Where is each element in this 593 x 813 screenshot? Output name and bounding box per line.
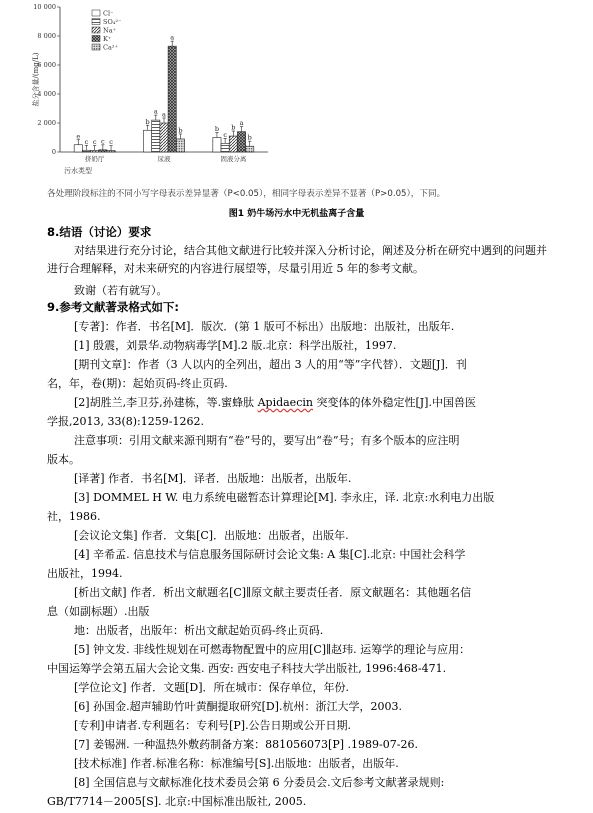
bar xyxy=(160,123,168,152)
reference-2-pre: [2]胡胜兰,李卫芬,孙建栋，等.蜜蜂肽 xyxy=(74,396,258,409)
acknowledgement-line: 致谢（若有就写）。 xyxy=(74,284,168,297)
ref-format-thesis: [学位论文] 作者．文题[D]．所在城市：保存单位，年份. xyxy=(74,681,349,694)
legend-label: Ca²⁺ xyxy=(103,43,118,52)
ref-format-monograph: [专著]：作者．书名[M]．版次．(第 1 版可不标出）出版地：出版社，出版年. xyxy=(74,320,455,333)
bar xyxy=(213,138,221,153)
bar xyxy=(99,150,107,152)
ref-format-proceedings: [会议论文集] 作者．文集[C]．出版地：出版者，出版年. xyxy=(74,529,349,542)
ref-format-patent: [专利]申请者.专利题名：专利号[P].公告日期或公开日期. xyxy=(74,719,352,732)
bar-significance-label: a xyxy=(162,110,166,119)
spellcheck-word: Apidaecin xyxy=(257,396,313,409)
ref-format-extracted: [析出文献] 作者．析出文献题名[C]∥原文献主要责任者．原文献题名：其他题名信 xyxy=(74,586,472,599)
bar-significance-label: b xyxy=(231,123,236,132)
bar-significance-label: a xyxy=(153,107,158,116)
x-axis-title: 污水类型 xyxy=(64,167,92,175)
x-tick-label: 挤奶厅 xyxy=(84,155,105,163)
legend-swatch xyxy=(92,10,100,16)
bar xyxy=(229,136,237,152)
y-axis-title: 盐分含量/(mg/L) xyxy=(32,52,40,107)
reference-2-post: 突变体的体外稳定性[J].中国兽医 xyxy=(312,396,476,409)
section-8-paragraph: 对结果进行充分讨论，结合其他文献进行比较并深入分析讨论，阐述及分析在研究中遇到的问题并进行合理解释，对未来研究的内容进行展望等，尽量引用近 5 年的参考文献。 xyxy=(47,244,547,275)
reference-5: [5] 钟文发. 非线性规划在可燃毒物配置中的应用[C]∥赵玮. 运筹学的理论与应用： xyxy=(74,643,471,656)
reference-6: [6] 孙国金.超声辅助竹叶黄酮提取研究[D].杭州：浙江大学，2003. xyxy=(74,700,402,713)
bar-significance-label: e xyxy=(76,132,81,141)
reference-5-cont: 中国运筹学会第五届大会论文集. 西安: 西安电子科技大学出版社, 1996:468-471. xyxy=(47,662,447,675)
reference-7: [7] 姜锡洲. 一种温热外敷药制备方案：881056073[P] .1989-07-26. xyxy=(74,738,418,751)
bar-significance-label: b xyxy=(145,117,150,126)
reference-2-cont: 学报,2013, 33(8):1259-1262. xyxy=(47,415,204,428)
legend-label: SO₄²⁻ xyxy=(103,18,122,26)
reference-3: [3] DOMMEL H W. 电力系统电磁暂态计算理论[M]. 李永庄，译. 北京:水利电力出版 xyxy=(74,491,495,504)
y-tick-label: 10 000 xyxy=(33,3,56,12)
reference-4-cont: 出版社，1994. xyxy=(47,567,123,580)
legend-label: K⁺ xyxy=(103,35,112,43)
bar xyxy=(107,151,115,152)
bar xyxy=(144,130,152,152)
bar-chart xyxy=(28,0,278,182)
ref-format-standard: [技术标准] 作者.标准名称：标准编号[S].出版地：出版者，出版年. xyxy=(74,757,399,770)
reference-8: [8] 全国信息与文献标准化技术委员会第 6 分委员会.文后参考文献著录规则: xyxy=(74,776,445,789)
bar-significance-label: b xyxy=(178,126,183,135)
bar-significance-label: b xyxy=(214,125,220,133)
attention-note-cont: 版本。 xyxy=(47,453,80,466)
section-8-heading: 8.结语（讨论）要求 xyxy=(47,225,152,239)
x-tick-label: 尿液 xyxy=(157,155,171,163)
x-tick-label: 固液分离 xyxy=(220,155,247,163)
figure-caption: 图1 奶牛场污水中无机盐离子含量 xyxy=(228,209,365,219)
bar-significance-label: c xyxy=(109,138,113,147)
bar-significance-label: c xyxy=(101,137,105,146)
legend-swatch xyxy=(92,36,100,42)
reference-8-cont: GB/T7714－2005[S]. 北京:中国标准出版社, 2005. xyxy=(47,795,307,808)
bar xyxy=(91,151,99,152)
chart-svg xyxy=(28,0,278,182)
ref-format-journal: [期刊文章]：作者（3 人以内的全列出，超出 3 人的用“等”字代替）．文题[J]．刊 xyxy=(74,358,467,371)
bar xyxy=(176,139,184,152)
reference-4: [4] 辛希孟. 信息技术与信息服务国际研讨会论文集: A 集[C].北京: 中国社会科学 xyxy=(74,548,466,561)
figure-note: 各处理阶段标注的不同小写字母表示差异显著（P<0.05），相同字母表示差异不显著（P>0.05），下同。 xyxy=(47,189,446,199)
y-tick-label: 2 000 xyxy=(37,119,56,128)
attention-note: 注意事项：引用文献来源刊期有“卷”号的，要写出“卷”号；有多个版本的应注明 xyxy=(74,434,460,447)
bar xyxy=(152,120,160,152)
bar-significance-label: a xyxy=(170,33,175,42)
legend-label: Cl⁻ xyxy=(103,9,114,18)
y-tick-label: 8 000 xyxy=(37,32,56,41)
section-9-heading: 9.参考文献著录格式如下: xyxy=(47,300,179,314)
bar xyxy=(82,150,90,152)
reference-3-cont: 社，1986. xyxy=(47,510,101,523)
legend-swatch xyxy=(92,27,100,33)
ref-format-journal-cont: 名，年，卷(期)：起始页码-终止页码. xyxy=(47,377,228,390)
ref-format-translation: [译著] 作者．书名[M]．译者．出版地：出版者，出版年. xyxy=(74,472,352,485)
bar xyxy=(237,132,245,152)
legend-swatch xyxy=(92,44,100,50)
bar-significance-label: c xyxy=(223,130,227,139)
legend-label: Na⁺ xyxy=(103,26,116,35)
y-tick-label: 4 000 xyxy=(37,90,56,99)
bar-significance-label: c xyxy=(84,137,89,146)
ref-format-extracted-cont: 息（如副标题）.出版 xyxy=(47,605,150,618)
bar-significance-label: a xyxy=(239,119,244,128)
y-tick-label: 6 000 xyxy=(37,61,56,70)
bar-significance-label: c xyxy=(92,138,97,147)
bar xyxy=(221,143,229,152)
ref-format-extracted-cont2: 地：出版者，出版年：析出文献起始页码-终止页码. xyxy=(74,624,324,637)
bar xyxy=(74,145,82,152)
bar xyxy=(246,146,254,152)
reference-2 xyxy=(74,394,476,410)
bar xyxy=(168,46,176,152)
y-tick-label: 0 xyxy=(51,148,56,157)
legend-swatch xyxy=(92,19,100,25)
bar-significance-label: b xyxy=(247,133,252,142)
reference-1: [1] 殷震，刘景华.动物病毒学[M].2 版.北京：科学出版社，1997. xyxy=(74,339,397,352)
